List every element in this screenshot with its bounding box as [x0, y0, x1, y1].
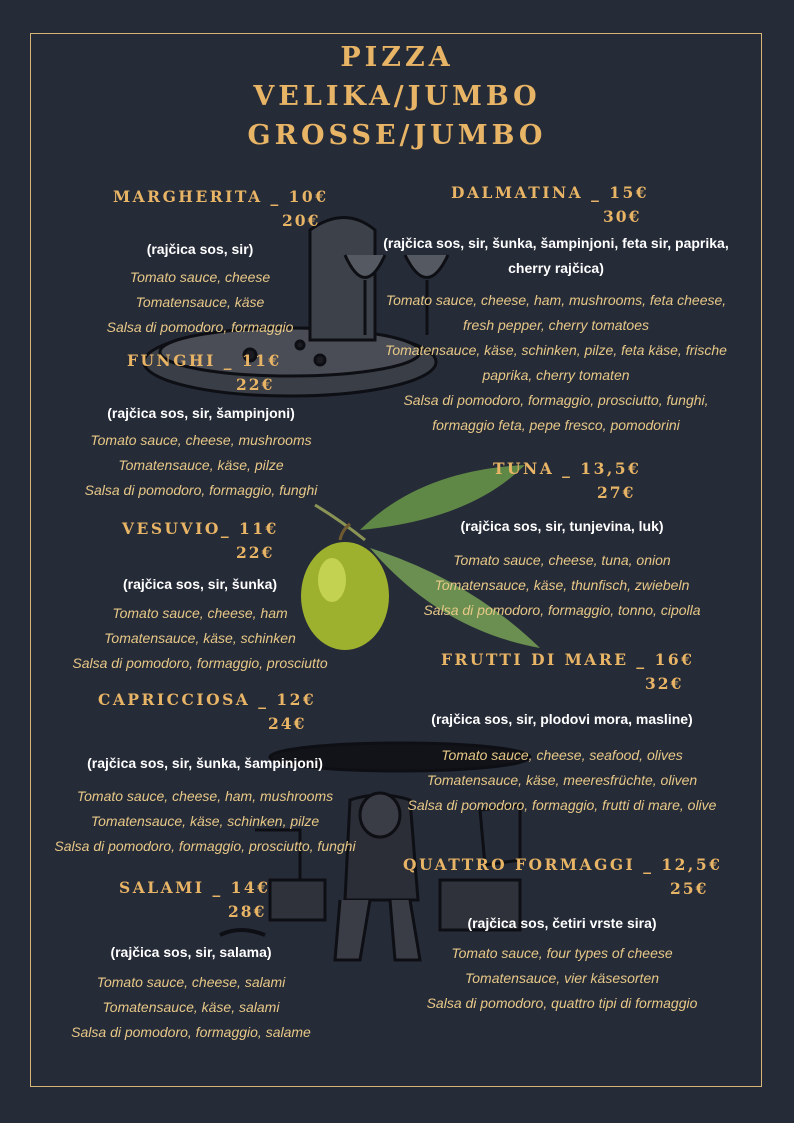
ingredients-german-line-2: paprika, cherry tomaten	[482, 367, 630, 383]
menu-title-line-2: VELIKA/JUMBO	[253, 81, 541, 112]
ingredients-english: Tomato sauce, cheese, ham	[112, 605, 288, 621]
item-name: FRUTTI DI MARE _ 16€	[441, 650, 695, 669]
ingredients-english: Tomato sauce, cheese, seafood, olives	[441, 747, 683, 763]
ingredients-german: Tomatensauce, vier käsesorten	[464, 970, 660, 986]
item-description	[0, 940, 382, 1045]
menu-title-line-3: GROSSE/JUMBO	[247, 120, 547, 151]
item-description	[0, 401, 402, 503]
item-description	[0, 751, 410, 859]
ingredients-croatian: (rajčica sos, sir, plodovi mora, masline)	[431, 711, 693, 727]
ingredients-italian: Salsa di pomodoro, quattro tipi di formaggio	[426, 995, 698, 1011]
ingredients-german: Tomatensauce, käse	[135, 294, 265, 310]
item-price-jumbo: 22€	[236, 543, 275, 562]
item-name: CAPRICCIOSA _ 12€	[98, 690, 317, 709]
item-description	[362, 707, 762, 818]
ingredients-croatian: (rajčica sos, četiri vrste sira)	[467, 915, 657, 931]
ingredients-croatian-line-2: cherry rajčica)	[508, 260, 604, 276]
ingredients-italian: Salsa di pomodoro, formaggio, frutti di mare, olive	[407, 797, 717, 813]
ingredients-english-line-1: Tomato sauce, cheese, ham, mushrooms, feta cheese,	[385, 292, 727, 308]
ingredients-italian: Salsa di pomodoro, formaggio	[106, 319, 294, 335]
ingredients-german: Tomatensauce, käse, schinken, pilze	[90, 813, 320, 829]
ingredients-italian: Salsa di pomodoro, formaggio, tonno, cipolla	[423, 602, 701, 618]
item-price-jumbo: 20€	[282, 211, 321, 230]
ingredients-english: Tomato sauce, cheese, mushrooms	[90, 432, 312, 448]
ingredients-italian-line-2: formaggio feta, pepe fresco, pomodorini	[432, 417, 680, 433]
item-name: FUNGHI _ 11€	[127, 351, 282, 370]
ingredients-italian-line-1: Salsa di pomodoro, formaggio, prosciutto, funghi,	[403, 392, 709, 408]
ingredients-english: Tomato sauce, cheese, ham, mushrooms	[76, 788, 334, 804]
ingredients-english: Tomato sauce, cheese, tuna, onion	[453, 552, 671, 568]
item-price-jumbo: 28€	[228, 902, 267, 921]
ingredients-croatian: (rajčica sos, sir, salama)	[110, 944, 272, 960]
item-description	[362, 514, 762, 623]
ingredients-german: Tomatensauce, käse, pilze	[118, 457, 284, 473]
item-price-jumbo: 22€	[236, 375, 275, 394]
item-price-jumbo: 24€	[268, 714, 307, 733]
item-price-jumbo: 27€	[597, 483, 636, 502]
ingredients-croatian: (rajčica sos, sir, šunka)	[122, 576, 278, 592]
ingredients-german: Tomatensauce, käse, schinken	[104, 630, 296, 646]
item-name: SALAMI _ 14€	[119, 878, 271, 897]
ingredients-english: Tomato sauce, four types of cheese	[451, 945, 673, 961]
ingredients-german: Tomatensauce, käse, thunfisch, zwiebeln	[434, 577, 690, 593]
item-name: DALMATINA _ 15€	[451, 183, 650, 202]
item-description	[0, 237, 400, 340]
ingredients-croatian: (rajčica sos, sir, šunka, šampinjoni)	[87, 755, 323, 771]
ingredients-croatian-line-1: (rajčica sos, sir, šunka, šampinjoni, feta sir, paprika,	[383, 235, 729, 251]
ingredients-italian: Salsa di pomodoro, formaggio, salame	[71, 1024, 311, 1040]
item-description	[0, 572, 400, 676]
item-description	[362, 911, 762, 1016]
ingredients-german: Tomatensauce, käse, salami	[102, 999, 280, 1015]
ingredients-german-line-1: Tomatensauce, käse, schinken, pilze, feta käse, frische	[385, 342, 727, 358]
item-name: TUNA _ 13,5€	[493, 459, 642, 478]
ingredients-italian: Salsa di pomodoro, formaggio, prosciutto	[72, 655, 328, 671]
item-name: QUATTRO FORMAGGI _ 12,5€	[403, 855, 723, 874]
item-price-jumbo: 25€	[670, 879, 709, 898]
item-name: VESUVIO_ 11€	[122, 519, 279, 538]
ingredients-croatian: (rajčica sos, sir, tunjevina, luk)	[460, 518, 664, 534]
ingredients-english-line-2: fresh pepper, cherry tomatoes	[463, 317, 649, 333]
item-name: MARGHERITA _ 10€	[113, 187, 329, 206]
ingredients-english: Tomato sauce, cheese, salami	[96, 974, 286, 990]
ingredients-italian: Salsa di pomodoro, formaggio, funghi	[84, 482, 318, 498]
item-description	[356, 231, 756, 438]
ingredients-italian: Salsa di pomodoro, formaggio, prosciutto, funghi	[54, 838, 356, 854]
menu-title-line-1: PIZZA	[340, 42, 454, 73]
ingredients-english: Tomato sauce, cheese	[129, 269, 271, 285]
ingredients-german: Tomatensauce, käse, meeresfrüchte, oliven	[426, 772, 698, 788]
ingredients-croatian: (rajčica sos, sir)	[146, 241, 254, 257]
item-price-jumbo: 32€	[645, 674, 684, 693]
item-price-jumbo: 30€	[603, 207, 642, 226]
ingredients-croatian: (rajčica sos, sir, šampinjoni)	[107, 405, 295, 421]
